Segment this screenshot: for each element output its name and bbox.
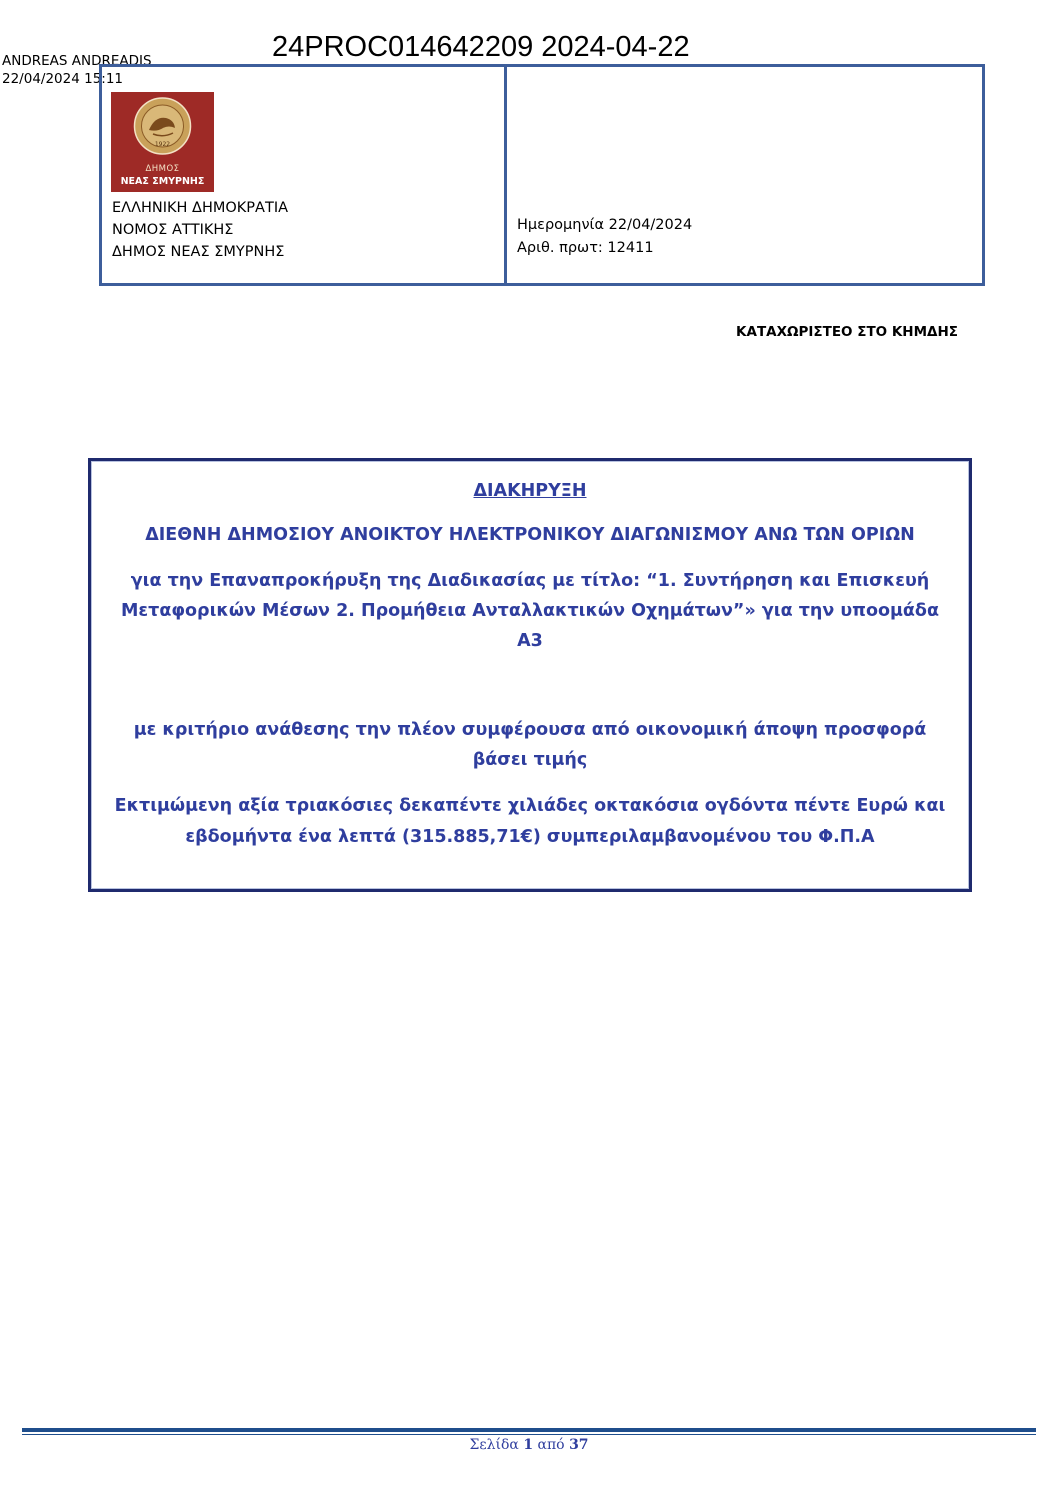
- registration-note: ΚΑΤΑΧΩΡΙΣΤΕΟ ΣΤΟ ΚΗΜΔΗΣ: [736, 324, 958, 340]
- page-current: 1: [523, 1437, 534, 1453]
- notice-type: ΔΙΕΘΝΗ ΔΗΜΟΣΙΟΥ ΑΝΟΙΚΤΟΥ ΗΛΕΚΤΡΟΝΙΚΟΥ ΔΙΑΓΩΝΙΣΜΟΥ ΑΝΩ ΤΩΝ ΟΡΙΩΝ: [145, 525, 915, 545]
- page-total: 37: [569, 1437, 589, 1453]
- protocol-number: Αριθ. πρωτ: 12411: [517, 240, 654, 256]
- tender-notice-box: [88, 458, 972, 892]
- footer-rule: [22, 1428, 1036, 1432]
- logo-line-2: ΝΕΑΣ ΣΜΥΡΝΗΣ: [120, 176, 205, 187]
- authority-line: ΕΛΛΗΝΙΚΗ ΔΗΜΟΚΡΑΤΙΑ: [112, 200, 289, 216]
- document-id: 24PROC014642209 2024-04-22: [272, 31, 690, 63]
- letterhead-date-cell: [507, 67, 982, 283]
- signature-name: ANDREAS ANDREADIS: [2, 53, 152, 69]
- municipality-logo: [111, 92, 214, 192]
- notice-subject: για την Επαναπροκήρυξη της Διαδικασίας με τίτλο: “1. Συντήρηση και Επισκευή Μεταφορικών Μέσων 2. Προμήθεια Ανταλλακτικών Οχημάτων”» για την υποομάδα Α3: [121, 571, 939, 651]
- notice-title: ΔΙΑΚΗΡΥΞΗ: [473, 481, 587, 501]
- logo-line-1: ΔΗΜΟΣ: [145, 164, 180, 174]
- date-protocol-block: [517, 214, 692, 260]
- letterhead-box: [99, 64, 985, 286]
- authority-line: ΝΟΜΟΣ ΑΤΤΙΚΗΣ: [112, 222, 234, 238]
- of-word: από: [537, 1437, 565, 1453]
- estimated-value: Εκτιμώμενη αξία τριακόσιες δεκαπέντε χιλιάδες οκτακόσια ογδόντα πέντε Ευρώ και εβδομήντα ένα λεπτά (315.885,71€) συμπεριλαμβανομένου του Φ.Π.Α: [114, 796, 946, 847]
- page-word: Σελίδα: [469, 1437, 519, 1453]
- page-number: [0, 1437, 1058, 1453]
- issuing-authority: [112, 197, 288, 263]
- authority-line: ΔΗΜΟΣ ΝΕΑΣ ΣΜΥΡΝΗΣ: [112, 244, 285, 260]
- document-date: Ημερομηνία 22/04/2024: [517, 217, 693, 233]
- logo-year: 1922: [154, 141, 171, 148]
- signature-datetime: 22/04/2024 15:11: [2, 71, 124, 87]
- award-criterion: με κριτήριο ανάθεσης την πλέον συμφέρουσα από οικονομική άποψη προσφορά βάσει τιμής: [133, 720, 927, 770]
- footer-rule-thin: [22, 1434, 1036, 1435]
- letterhead-authority-cell: [102, 67, 507, 283]
